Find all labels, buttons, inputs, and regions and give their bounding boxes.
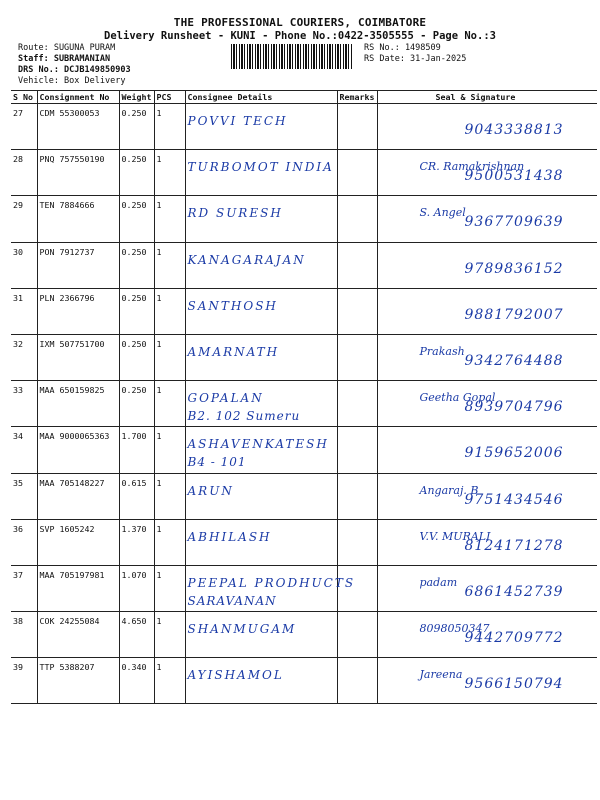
consignee-name: POVVI TECH <box>187 114 288 128</box>
sno-cell: 32 <box>11 334 37 380</box>
consignment-cell: PON 7912737 <box>37 242 119 288</box>
signature-cell <box>377 242 597 288</box>
table-header-row <box>11 91 597 104</box>
consignee-cell <box>185 334 337 380</box>
col-weight: Weight <box>119 91 154 104</box>
consignee-cell <box>185 658 337 704</box>
pcs-cell: 1 <box>154 104 185 150</box>
table-row <box>11 150 597 196</box>
pcs-cell: 1 <box>154 242 185 288</box>
receiver-phone: 6861452739 <box>464 583 564 600</box>
sno-cell: 34 <box>11 427 37 473</box>
receiver-phone: 9442709772 <box>464 630 564 647</box>
consignee-name: AYISHAMOL <box>187 668 284 683</box>
consignment-cell: SVP 1605242 <box>37 519 119 565</box>
receiver-signature: Prakash <box>419 344 465 358</box>
consignment-cell: CDM 55300053 <box>37 104 119 150</box>
consignee-name: TURBOMOT INDIA <box>187 160 334 175</box>
weight-cell: 0.340 <box>119 658 154 704</box>
weight-cell: 1.370 <box>119 519 154 565</box>
remarks-cell <box>337 658 377 704</box>
rs-info <box>364 43 466 65</box>
sno-cell: 29 <box>11 196 37 242</box>
signature-cell <box>377 150 597 196</box>
sno-cell: 37 <box>11 565 37 611</box>
sno-cell: 38 <box>11 612 37 658</box>
pcs-cell: 1 <box>154 334 185 380</box>
signature-cell <box>377 473 597 519</box>
consignee-cell <box>185 196 337 242</box>
consignee-cell <box>185 242 337 288</box>
signature-cell <box>377 288 597 334</box>
pcs-cell: 1 <box>154 381 185 427</box>
pcs-cell: 1 <box>154 519 185 565</box>
consignment-cell: TTP 5388207 <box>37 658 119 704</box>
receiver-phone: 9500531438 <box>464 168 564 185</box>
remarks-cell <box>337 334 377 380</box>
receiver-signature: Geetha Gopal <box>419 391 496 405</box>
drs-text: DRS No.: DCJB149850903 <box>18 65 131 75</box>
receiver-phone: 9751434546 <box>464 491 564 508</box>
consignee-name: SHANMUGAM <box>187 622 297 637</box>
remarks-cell <box>337 104 377 150</box>
consignee-cell <box>185 104 337 150</box>
receiver-signature: V.V. MURALI <box>419 529 491 543</box>
remarks-cell <box>337 196 377 242</box>
sno-cell: 28 <box>11 150 37 196</box>
consignee-name: PEEPAL PRODHUCTS <box>187 575 356 590</box>
receiver-signature: Jareena <box>419 668 463 682</box>
weight-cell: 0.250 <box>119 196 154 242</box>
company-title: THE PROFESSIONAL COURIERS, COIMBATORE <box>173 16 427 29</box>
col-sno: S No <box>11 91 37 104</box>
consignment-cell: PNQ 757550190 <box>37 150 119 196</box>
remarks-cell <box>337 612 377 658</box>
table-row <box>11 104 597 150</box>
consignee-cell <box>185 150 337 196</box>
table-row <box>11 565 597 611</box>
sno-cell: 35 <box>11 473 37 519</box>
table-row <box>11 427 597 473</box>
consignment-cell: COK 24255084 <box>37 612 119 658</box>
route-text: Route: SUGUNA PURAM <box>18 43 116 53</box>
sno-cell: 36 <box>11 519 37 565</box>
pcs-cell: 1 <box>154 288 185 334</box>
consignment-cell: PLN 2366796 <box>37 288 119 334</box>
route-info <box>18 43 131 87</box>
receiver-phone: 9159652006 <box>464 445 564 462</box>
receiver-phone: 9367709639 <box>464 214 564 231</box>
pcs-cell: 1 <box>154 150 185 196</box>
pcs-cell: 1 <box>154 565 185 611</box>
consignee-cell <box>185 565 356 611</box>
receiver-signature: Angaraj. B <box>419 483 479 497</box>
table-row <box>11 242 597 288</box>
consignment-cell: MAA 705197981 <box>37 565 119 611</box>
rs-date: RS Date: 31-Jan-2025 <box>364 54 467 64</box>
sno-cell: 39 <box>11 658 37 704</box>
weight-cell: 0.615 <box>119 473 154 519</box>
delivery-table <box>11 90 597 704</box>
remarks-cell <box>337 473 377 519</box>
weight-cell: 0.250 <box>119 150 154 196</box>
pcs-cell: 1 <box>154 612 185 658</box>
col-remarks: Remarks <box>337 91 377 104</box>
weight-cell: 0.250 <box>119 334 154 380</box>
receiver-signature: S. Angel <box>419 206 466 220</box>
signature-cell <box>377 565 597 611</box>
receiver-phone: 9881792007 <box>464 306 564 323</box>
sno-cell: 27 <box>11 104 37 150</box>
remarks-cell <box>337 381 377 427</box>
signature-cell <box>377 381 597 427</box>
consignment-cell: MAA 705148227 <box>37 473 119 519</box>
col-consignment: Consignment No <box>37 91 119 104</box>
consignment-cell: MAA 9000065363 <box>37 427 119 473</box>
consignee-cell <box>185 427 337 473</box>
remarks-cell <box>337 519 377 565</box>
consignee-cell <box>185 473 337 519</box>
consignee-name: SANTHOSH <box>187 298 278 313</box>
pcs-cell: 1 <box>154 473 185 519</box>
col-pcs: PCS <box>154 91 185 104</box>
receiver-phone: 9043338813 <box>464 122 564 138</box>
consignee-address: SARAVANAN <box>187 593 277 608</box>
consignee-name: ASHAVENKATESH <box>187 437 329 452</box>
remarks-cell <box>337 242 377 288</box>
consignee-cell <box>185 519 337 565</box>
sno-cell: 31 <box>11 288 37 334</box>
receiver-phone: 8124171278 <box>464 537 564 554</box>
weight-cell: 1.700 <box>119 427 154 473</box>
barcode-image <box>231 44 352 69</box>
receiver-phone: 9342764488 <box>464 352 564 369</box>
col-consignee: Consignee Details <box>185 91 337 104</box>
remarks-cell <box>337 288 377 334</box>
runsheet-subtitle: Delivery Runsheet - KUNI - Phone No.:0422-3505555 - Page No.:3 <box>104 30 496 42</box>
col-signature: Seal & Signature <box>377 91 597 104</box>
receiver-signature: CR. Ramakrishnan <box>419 160 525 174</box>
pcs-cell: 1 <box>154 196 185 242</box>
consignee-cell <box>185 612 337 658</box>
table-row <box>11 658 597 704</box>
consignee-address: B2. 102 Sumeru <box>187 409 301 424</box>
weight-cell: 0.250 <box>119 288 154 334</box>
sno-cell: 33 <box>11 381 37 427</box>
table-row <box>11 381 597 427</box>
receiver-signature: 8098050347 <box>419 622 490 636</box>
receiver-phone: 8939704796 <box>464 399 564 416</box>
consignee-cell <box>185 381 337 427</box>
signature-cell <box>377 658 597 704</box>
pcs-cell: 1 <box>154 658 185 704</box>
consignment-cell: MAA 650159825 <box>37 381 119 427</box>
consignee-name: ABHILASH <box>187 529 272 544</box>
signature-cell <box>377 104 597 150</box>
receiver-phone: 9566150794 <box>464 676 564 693</box>
staff-text: Staff: SUBRAMANIAN <box>18 54 111 64</box>
remarks-cell <box>337 150 377 196</box>
signature-cell <box>377 196 597 242</box>
table-row <box>11 473 597 519</box>
consignee-name: GOPALAN <box>187 391 264 406</box>
consignee-name: AMARNATH <box>187 344 280 359</box>
consignee-address: B4 - 101 <box>187 455 247 470</box>
consignment-cell: IXM 507751700 <box>37 334 119 380</box>
signature-cell <box>377 427 597 473</box>
weight-cell: 0.250 <box>119 104 154 150</box>
table-row <box>11 334 597 380</box>
weight-cell: 0.250 <box>119 381 154 427</box>
weight-cell: 0.250 <box>119 242 154 288</box>
table-row <box>11 519 597 565</box>
table-row <box>11 196 597 242</box>
receiver-signature: padam <box>419 575 458 589</box>
weight-cell: 1.070 <box>119 565 154 611</box>
sno-cell: 30 <box>11 242 37 288</box>
table-row <box>11 612 597 658</box>
signature-cell <box>377 612 597 658</box>
vehicle-text: Vehicle: Box Delivery <box>18 76 126 86</box>
table-row <box>11 288 597 334</box>
consignee-name: RD SURESH <box>187 206 283 221</box>
signature-cell <box>377 519 597 565</box>
weight-cell: 4.650 <box>119 612 154 658</box>
remarks-cell <box>337 427 377 473</box>
signature-cell <box>377 334 597 380</box>
rs-number: RS No.: 1498509 <box>364 43 441 53</box>
consignee-name: KANAGARAJAN <box>187 252 306 267</box>
consignee-name: ARUN <box>187 483 234 498</box>
receiver-phone: 9789836152 <box>464 260 564 277</box>
pcs-cell: 1 <box>154 427 185 473</box>
consignment-cell: TEN 7884666 <box>37 196 119 242</box>
consignee-cell <box>185 288 337 334</box>
